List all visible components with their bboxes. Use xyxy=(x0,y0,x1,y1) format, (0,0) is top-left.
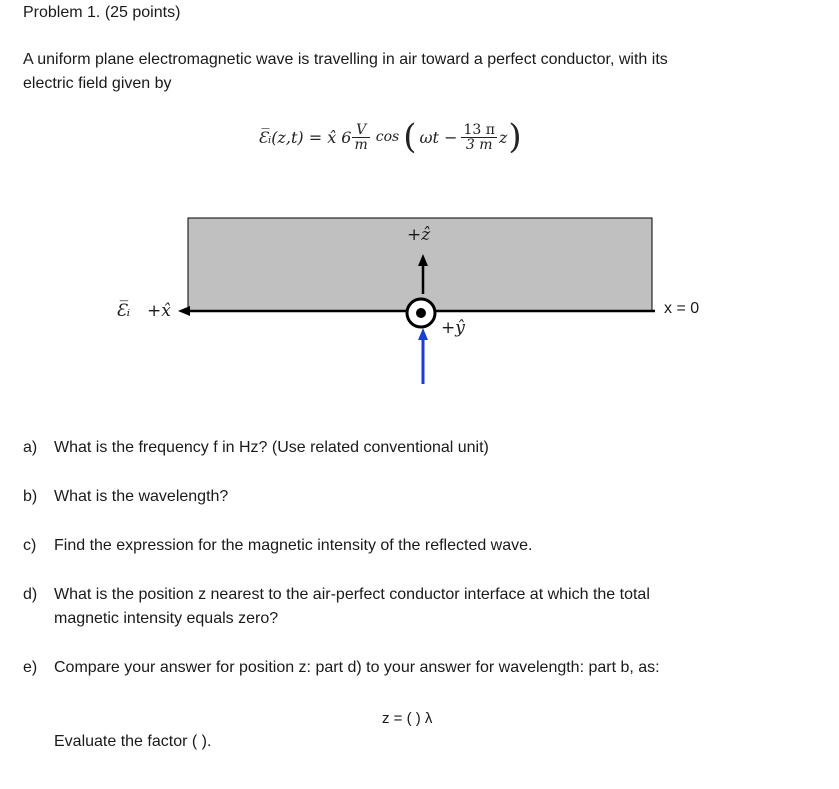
question-b xyxy=(23,488,229,506)
electric-field-equation xyxy=(258,117,522,157)
x-axis-arrowhead xyxy=(178,306,190,316)
wavenumber-numerator: 13 π xyxy=(463,121,495,138)
question-c xyxy=(23,537,533,555)
question-letter: c) xyxy=(23,537,37,554)
x-zero-label: x = 0 xyxy=(664,300,700,317)
z-axis-label: +ẑ xyxy=(407,225,431,245)
evaluate-factor-text: Evaluate the factor ( ). xyxy=(54,733,212,750)
question-text: What is the position z nearest to the air-perfect conductor interface at which the total xyxy=(54,586,650,603)
question-text: What is the wavelength? xyxy=(54,488,229,505)
ei-label: Ɛ̅ᵢ xyxy=(116,301,131,321)
wavenumber-denominator: 3 m xyxy=(461,137,496,152)
y-axis-label: +ŷ xyxy=(441,318,465,338)
question-letter: a) xyxy=(23,439,38,456)
question-d-continued: magnetic intensity equals zero? xyxy=(54,610,279,627)
equation-lhs: Ɛ̅ᵢ(z,t) = x̂ 6 xyxy=(258,127,352,147)
cos-function: cos xyxy=(375,129,400,145)
left-paren: ( xyxy=(403,117,417,157)
question-a xyxy=(23,439,489,457)
right-paren: ) xyxy=(508,117,522,157)
formula-e: z = ( ) λ xyxy=(382,710,433,727)
incident-wave-arrowhead xyxy=(418,328,428,340)
question-letter: d) xyxy=(23,586,38,603)
unit-numerator: V xyxy=(356,121,367,138)
unit-fraction xyxy=(352,123,369,152)
question-letter: b) xyxy=(23,488,38,505)
question-d xyxy=(23,586,650,604)
z-variable: z xyxy=(498,127,508,147)
question-text: Find the expression for the magnetic intensity of the reflected wave. xyxy=(54,537,533,554)
question-text: What is the frequency f in Hz? (Use related conventional unit) xyxy=(54,439,489,456)
intro-line-1: A uniform plane electromagnetic wave is travelling in air toward a perfect conductor, with its xyxy=(23,51,668,68)
problem-title: Problem 1. (25 points) xyxy=(23,4,181,21)
x-axis-label: +x̂ xyxy=(147,301,171,321)
question-e xyxy=(23,659,660,677)
y-axis-dot xyxy=(416,308,426,318)
question-text: Compare your answer for position z: part d) to your answer for wavelength: part b, as: xyxy=(54,659,660,676)
intro-line-2: electric field given by xyxy=(23,75,172,92)
omega-t: ωt − xyxy=(419,127,458,147)
unit-denominator: m xyxy=(354,136,368,153)
question-letter: e) xyxy=(23,659,38,676)
wavenumber-fraction xyxy=(461,123,496,152)
